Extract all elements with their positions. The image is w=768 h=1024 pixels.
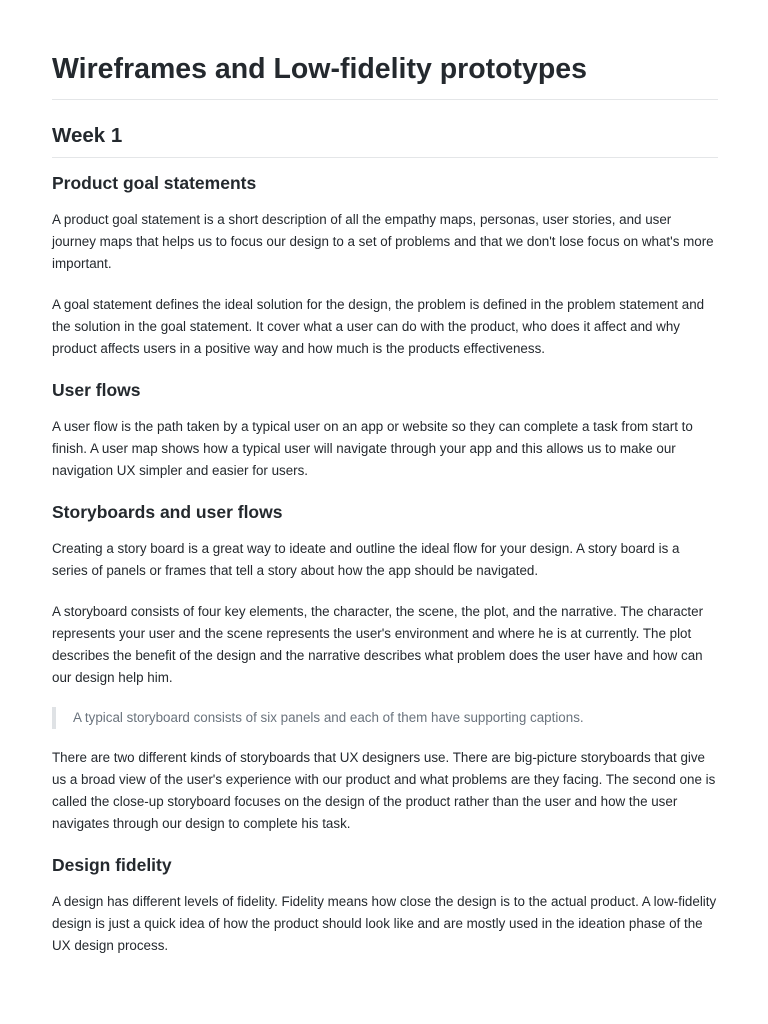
paragraph: There are two different kinds of storyboards that UX designers use. There are big-picture storyboards that give us a broad view of the user's experience with our product and what problems are they facing. The second one is called the close-up storyboard focuses on the design of the product rather than the user and how the user navigates through our design to complete his task.	[52, 750, 716, 831]
paragraph: A user flow is the path taken by a typical user on an app or website so they can complete a task from start to finish. A user map shows how a typical user will navigate through your app and this allows us to make our navigation UX simpler and easier for users.	[52, 419, 693, 478]
document-page	[52, 0, 718, 957]
paragraph: A storyboard consists of four key elements, the character, the scene, the plot, and the narrative. The character represents your user and the scene represents the user's environment and where he is at currently. The plot describes the benefit of the design and the narrative describes what problem does the user have and how can our design help him.	[52, 604, 704, 685]
paragraph: A goal statement defines the ideal solution for the design, the problem is defined in the problem statement and the solution in the goal statement. It cover what a user can do with the product, who does it affect and why product affects users in a positive way and how much is the products effectiveness.	[52, 297, 705, 356]
paragraph: A design has different levels of fidelity. Fidelity means how close the design is to the actual product. A low-fidelity design is just a quick idea of how the product should look like and are mostly used in the ideation phase of the UX design process.	[52, 894, 717, 953]
section-storyboards	[52, 501, 718, 835]
section-user-flows	[52, 379, 718, 482]
paragraph: Creating a story board is a great way to ideate and outline the ideal flow for your design. A story board is a series of panels or frames that tell a story about how the app should be navigated.	[52, 541, 680, 578]
section-design-fidelity	[52, 854, 718, 957]
section-heading: Storyboards and user flows	[52, 502, 283, 522]
section-product-goal	[52, 172, 718, 360]
section-heading: User flows	[52, 380, 141, 400]
section-heading: Design fidelity	[52, 855, 172, 875]
page-title: Wireframes and Low-fidelity prototypes	[52, 52, 718, 100]
paragraph: A product goal statement is a short description of all the empathy maps, personas, user stories, and user journey maps that helps us to focus our design to a set of problems and that we don't lose focus on what's more important.	[52, 212, 714, 271]
week-heading: Week 1	[52, 123, 718, 158]
blockquote: A typical storyboard consists of six panels and each of them have supporting captions.	[52, 707, 718, 729]
section-heading: Product goal statements	[52, 173, 257, 193]
